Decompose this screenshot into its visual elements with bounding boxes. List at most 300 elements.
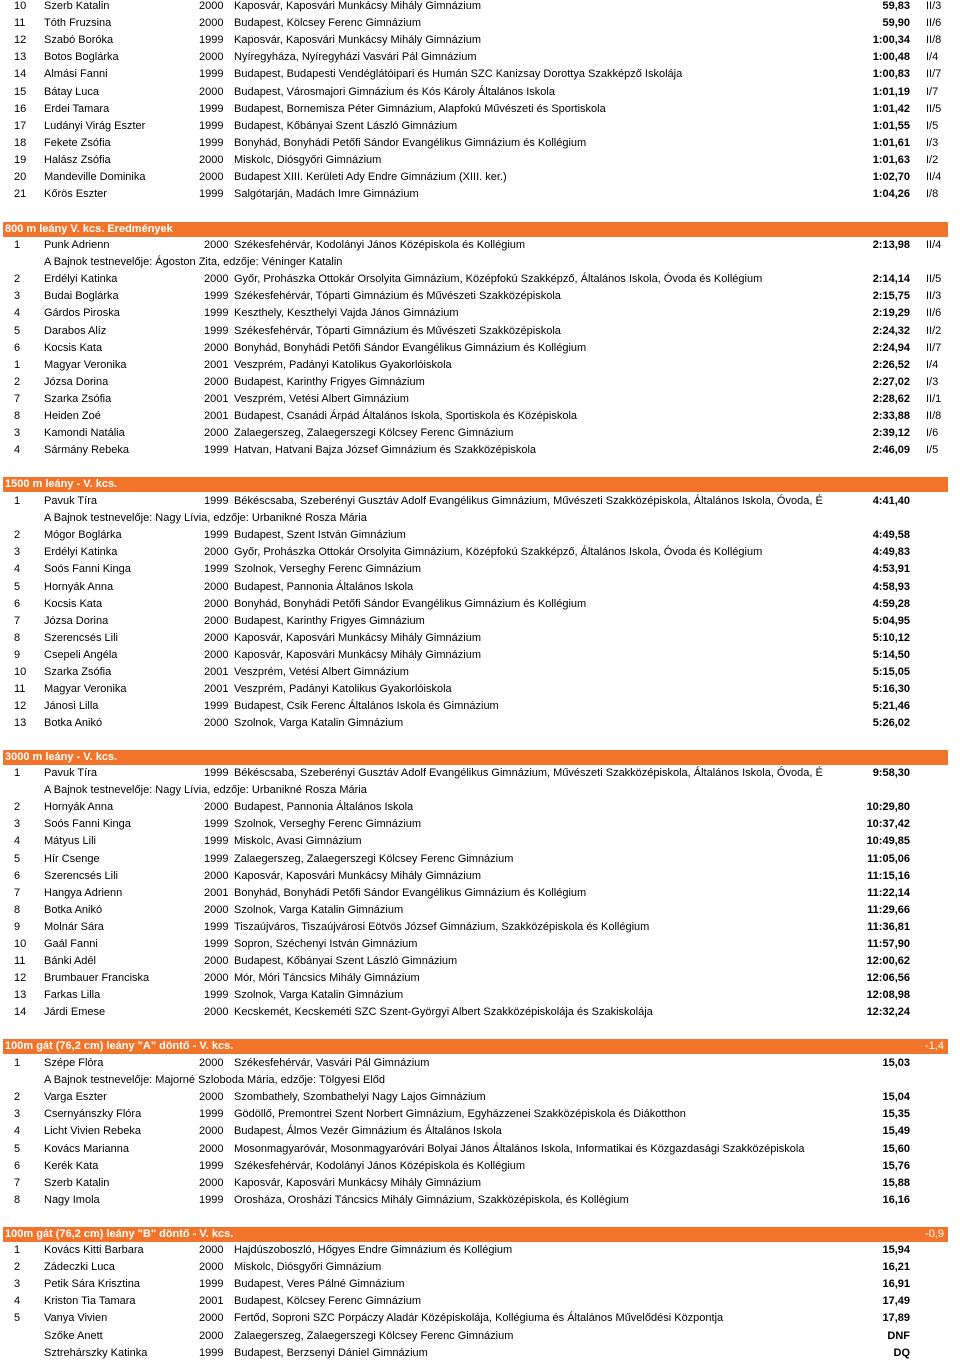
result-cell: 11:57,90 xyxy=(867,938,910,950)
coach-note: A Bajnok testnevelője: Nagy Lívia, edzője: Urbanikné Rosza Mária xyxy=(44,512,367,525)
school-cell: Budapest, Pannonia Általános Iskola xyxy=(234,580,414,593)
result-cell: 2:24,32 xyxy=(872,324,910,337)
class-cell: I/5 xyxy=(926,119,939,132)
result-cell: 11:22,14 xyxy=(867,886,910,899)
birth-year-cell: 1999 xyxy=(204,818,229,831)
place-cell: 6 xyxy=(14,341,21,354)
birth-year-cell: 2000 xyxy=(204,427,229,440)
school-cell: Budapest, Kölcsey Ferenc Gimnázium xyxy=(234,1295,422,1308)
birth-year-cell: 1999 xyxy=(199,102,224,115)
school-cell: Kaposvár, Kaposvári Munkácsy Mihály Gimnázium xyxy=(234,1176,481,1189)
name-cell: Zádeczki Luca xyxy=(44,1261,115,1274)
name-cell: Kamondi Natália xyxy=(44,427,125,440)
birth-year-cell: 2000 xyxy=(199,171,224,183)
name-cell: Gaál Fanni xyxy=(44,938,98,950)
result-row xyxy=(0,1141,960,1158)
place-cell: 4 xyxy=(14,1125,21,1138)
place-cell: 3 xyxy=(14,1108,21,1121)
school-cell: Székesfehérvár, Kodolányi János Középiskola és Kollégium xyxy=(234,1159,526,1172)
place-cell: 1 xyxy=(14,1244,21,1256)
birth-year-cell: 2001 xyxy=(204,683,229,696)
name-cell: Kocsis Kata xyxy=(44,341,103,354)
class-cell: II/7 xyxy=(926,341,942,354)
birth-year-cell: 2000 xyxy=(204,580,229,593)
class-cell: II/8 xyxy=(926,410,942,422)
name-cell: Mógor Boglárka xyxy=(44,529,122,542)
result-row xyxy=(0,851,960,868)
name-cell: Hornyák Anna xyxy=(44,580,114,593)
birth-year-cell: 2000 xyxy=(204,375,229,388)
result-cell: 1:04,26 xyxy=(872,188,910,201)
birth-year-cell: 1999 xyxy=(204,767,229,779)
birth-year-cell: 2000 xyxy=(204,955,229,968)
birth-year-cell: 2001 xyxy=(204,392,229,405)
school-cell: Kaposvár, Kaposvári Munkácsy Mihály Gimnázium xyxy=(234,869,481,882)
result-row xyxy=(0,305,960,322)
name-cell: Magyar Veronika xyxy=(44,683,127,696)
result-row xyxy=(0,169,960,186)
place-cell: 2 xyxy=(14,273,21,286)
name-cell: Mátyus Lili xyxy=(44,835,96,848)
result-row xyxy=(0,374,960,391)
result-row xyxy=(0,987,960,1004)
birth-year-cell: 1999 xyxy=(199,34,224,47)
school-cell: Győr, Prohászka Ottokár Orsolyita Gimnázium, Középfokú Szakképző, Általános Iskola, Óvoda és Kollégium xyxy=(234,273,763,286)
name-cell: Kovács Marianna xyxy=(44,1142,129,1155)
birth-year-cell: 2000 xyxy=(204,903,229,916)
school-cell: Győr, Prohászka Ottokár Orsolyita Gimnázium, Középfokú Szakképző, Általános Iskola, Óvoda és Kollégium xyxy=(234,546,763,559)
name-cell: Szerb Katalin xyxy=(44,0,110,12)
school-cell: Budapest, Pannonia Általános Iskola xyxy=(234,801,414,814)
place-cell: 12 xyxy=(14,972,27,985)
result-cell: 1:01,19 xyxy=(872,85,910,98)
result-row xyxy=(0,1158,960,1175)
name-cell: Petik Sára Krisztina xyxy=(44,1278,140,1291)
place-cell: 2 xyxy=(14,801,21,814)
result-cell: 59,90 xyxy=(882,17,910,30)
name-cell: Punk Adrienn xyxy=(44,239,110,251)
class-cell: I/4 xyxy=(926,358,939,371)
name-cell: Botka Anikó xyxy=(44,717,103,730)
birth-year-cell: 2000 xyxy=(204,239,229,251)
place-cell: 8 xyxy=(14,410,21,422)
section-header xyxy=(3,1039,948,1054)
section-header xyxy=(3,477,948,492)
name-cell: Kovács Kitti Barbara xyxy=(44,1244,144,1256)
place-cell: 21 xyxy=(14,188,27,201)
result-row xyxy=(0,425,960,442)
birth-year-cell: 1999 xyxy=(199,1108,224,1121)
school-cell: Fertőd, Soproni SZC Porpáczy Aladár Középiskolája, Kollégiuma és Általános Művelődési Központja xyxy=(234,1312,724,1325)
place-cell: 11 xyxy=(14,955,26,968)
name-cell: Varga Eszter xyxy=(44,1091,107,1104)
result-row xyxy=(0,0,960,15)
birth-year-cell: 1999 xyxy=(199,1159,224,1172)
birth-year-cell: 2001 xyxy=(204,410,229,422)
school-cell: Budapest, Bornemisza Péter Gimnázium, Alapfokú Művészeti és Sportiskola xyxy=(234,102,606,115)
result-row xyxy=(0,271,960,288)
result-row xyxy=(0,101,960,118)
result-cell: 11:15,16 xyxy=(867,869,910,882)
result-row xyxy=(0,1089,960,1106)
result-cell: 1:00,83 xyxy=(872,68,910,81)
coach-note: A Bajnok testnevelője: Ágoston Zita, edzője: Véninger Katalin xyxy=(44,256,343,269)
birth-year-cell: 1999 xyxy=(204,989,229,1002)
result-cell: 4:49,58 xyxy=(872,529,910,542)
name-cell: Darabos Alíz xyxy=(44,324,107,337)
birth-year-cell: 2000 xyxy=(204,648,229,661)
section-title: 3000 m leány - V. kcs. xyxy=(5,751,118,763)
school-cell: Szombathely, Szombathelyi Nagy Lajos Gimnázium xyxy=(234,1091,486,1104)
result-row xyxy=(0,833,960,850)
result-cell: 15,04 xyxy=(882,1091,910,1104)
place-cell: 6 xyxy=(14,597,21,610)
school-cell: Bonyhád, Bonyhádi Petőfi Sándor Evangélikus Gimnázium és Kollégium xyxy=(234,136,587,149)
name-cell: Brumbauer Franciska xyxy=(44,972,150,985)
name-cell: Budai Boglárka xyxy=(44,290,119,303)
result-cell: 15,35 xyxy=(882,1108,910,1121)
school-cell: Sopron, Széchenyi István Gimnázium xyxy=(234,938,418,950)
place-cell: 3 xyxy=(14,818,21,831)
birth-year-cell: 1999 xyxy=(199,1278,224,1291)
result-row xyxy=(0,186,960,203)
name-cell: Szerencsés Lili xyxy=(44,869,118,882)
birth-year-cell: 1999 xyxy=(204,835,229,848)
name-cell: Heiden Zoé xyxy=(44,410,101,422)
result-cell: 5:16,30 xyxy=(872,683,910,696)
result-row xyxy=(0,152,960,169)
place-cell: 11 xyxy=(14,683,26,696)
name-cell: Soós Fanni Kinga xyxy=(44,563,131,576)
birth-year-cell: 2000 xyxy=(199,1125,224,1138)
name-cell: Botos Boglárka xyxy=(44,51,119,64)
school-cell: Szolnok, Varga Katalin Gimnázium xyxy=(234,903,404,916)
school-cell: Miskolc, Avasi Gimnázium xyxy=(234,835,362,848)
name-cell: Hangya Adrienn xyxy=(44,886,123,899)
result-cell: DQ xyxy=(893,1346,910,1359)
school-cell: Budapest, Csik Ferenc Általános Iskola és Gimnázium xyxy=(234,700,499,713)
birth-year-cell: 2000 xyxy=(204,341,229,354)
result-row xyxy=(0,15,960,32)
name-cell: Szőke Anett xyxy=(44,1329,103,1342)
birth-year-cell: 2000 xyxy=(204,273,229,286)
result-row xyxy=(0,1345,960,1362)
birth-year-cell: 2001 xyxy=(199,1295,224,1308)
school-cell: Kaposvár, Kaposvári Munkácsy Mihály Gimnázium xyxy=(234,0,481,12)
class-cell: II/6 xyxy=(926,17,942,30)
result-cell: 1:01,61 xyxy=(872,136,910,149)
result-cell: 11:05,06 xyxy=(867,852,910,865)
result-row xyxy=(0,1175,960,1192)
result-cell: 10:49,85 xyxy=(866,835,910,848)
result-cell: 2:13,98 xyxy=(872,239,910,251)
result-cell: 11:29,66 xyxy=(867,903,910,916)
place-cell: 3 xyxy=(14,546,21,559)
result-row xyxy=(0,630,960,647)
birth-year-cell: 2001 xyxy=(204,358,229,371)
name-cell: Szerencsés Lili xyxy=(44,631,118,644)
school-cell: Budapest, Veres Pálné Gimnázium xyxy=(234,1278,405,1291)
name-cell: Pavuk Tíra xyxy=(44,767,97,779)
result-row xyxy=(0,118,960,135)
name-cell: Hornyák Anna xyxy=(44,801,114,814)
result-cell: 17,89 xyxy=(882,1312,910,1325)
class-cell: I/6 xyxy=(926,427,939,440)
result-cell: 10:29,80 xyxy=(866,801,910,814)
result-cell: 4:49,83 xyxy=(872,546,910,559)
name-cell: Licht Vivien Rebeka xyxy=(44,1125,142,1138)
result-row xyxy=(0,1293,960,1310)
birth-year-cell: 2000 xyxy=(199,1329,224,1342)
place-cell: 19 xyxy=(14,153,27,166)
school-cell: Bonyhád, Bonyhádi Petőfi Sándor Evangélikus Gimnázium és Kollégium xyxy=(234,886,587,899)
name-cell: Erdélyi Katinka xyxy=(44,273,118,286)
result-row xyxy=(0,816,960,833)
result-row xyxy=(0,527,960,544)
result-cell: 5:26,02 xyxy=(872,717,910,730)
place-cell: 6 xyxy=(14,869,21,882)
birth-year-cell: 1999 xyxy=(199,1193,224,1206)
birth-year-cell: 1999 xyxy=(204,700,229,713)
result-row xyxy=(0,493,960,510)
place-cell: 1 xyxy=(14,767,21,779)
result-row xyxy=(0,237,960,254)
name-cell: Erdélyi Katinka xyxy=(44,546,118,559)
school-cell: Budapest XIII. Kerületi Ady Endre Gimnázium (XIII. ker.) xyxy=(234,171,507,183)
result-cell: 5:21,46 xyxy=(872,700,910,713)
name-cell: Magyar Veronika xyxy=(44,358,127,371)
birth-year-cell: 2000 xyxy=(204,1006,229,1019)
birth-year-cell: 2000 xyxy=(199,85,224,98)
result-row xyxy=(0,1276,960,1293)
name-cell: Molnár Sára xyxy=(44,920,104,933)
name-cell: Józsa Dorina xyxy=(44,614,109,627)
section-title: 100m gát (76,2 cm) leány "A" döntő - V. kcs. xyxy=(5,1040,234,1052)
school-cell: Zalaegerszeg, Zalaegerszegi Kölcsey Ferenc Gimnázium xyxy=(234,427,514,440)
school-cell: Kecskemét, Kecskeméti SZC Szent-Györgyi Albert Szakközépiskolája és Szakiskolája xyxy=(234,1006,653,1019)
result-row xyxy=(0,1242,960,1259)
birth-year-cell: 1999 xyxy=(199,188,224,201)
name-cell: Bánki Adél xyxy=(44,955,96,968)
result-cell: 12:00,62 xyxy=(866,955,910,968)
result-cell: 11:36,81 xyxy=(867,920,910,933)
birth-year-cell: 2000 xyxy=(199,1091,224,1104)
birth-year-cell: 2000 xyxy=(199,1142,224,1155)
place-cell: 10 xyxy=(14,938,27,950)
section-title: 1500 m leány - V. kcs. xyxy=(5,478,118,490)
place-cell: 7 xyxy=(14,392,21,405)
birth-year-cell: 2000 xyxy=(204,614,229,627)
name-cell: Botka Anikó xyxy=(44,903,103,916)
result-cell: 12:32,24 xyxy=(866,1006,910,1019)
result-row xyxy=(0,919,960,936)
place-cell: 13 xyxy=(14,717,27,730)
school-cell: Bonyhád, Bonyhádi Petőfi Sándor Evangélikus Gimnázium és Kollégium xyxy=(234,341,587,354)
place-cell: 13 xyxy=(14,989,27,1002)
birth-year-cell: 2000 xyxy=(199,1244,224,1256)
place-cell: 15 xyxy=(14,85,27,98)
school-cell: Budapest, Kőbányai Szent László Gimnázium xyxy=(234,119,458,132)
place-cell: 18 xyxy=(14,136,27,149)
result-cell: 12:06,56 xyxy=(866,972,910,985)
result-row xyxy=(0,66,960,83)
coach-note: A Bajnok testnevelője: Majorné Szloboda Mária, edzője: Tölgyesi Előd xyxy=(44,1074,385,1087)
result-cell: 15,76 xyxy=(882,1159,910,1172)
school-cell: Budapest, Kölcsey Ferenc Gimnázium xyxy=(234,17,422,30)
school-cell: Veszprém, Vetési Albert Gimnázium xyxy=(234,666,409,678)
name-cell: Nagy Imola xyxy=(44,1193,100,1206)
class-cell: I/8 xyxy=(926,188,939,201)
name-cell: Sármány Rebeka xyxy=(44,444,129,457)
school-cell: Békéscsaba, Szeberényi Gusztáv Adolf Evangélikus Gimnázium, Művészeti Szakközépiskola, Általános Iskola, Óvoda, É xyxy=(234,767,823,779)
result-row xyxy=(0,442,960,459)
school-cell: Budapest, Kőbányai Szent László Gimnázium xyxy=(234,955,458,968)
result-row xyxy=(0,799,960,816)
result-cell: 5:15,05 xyxy=(872,666,910,678)
place-cell: 4 xyxy=(14,563,21,576)
name-cell: Hír Csenge xyxy=(44,852,100,865)
place-cell: 5 xyxy=(14,580,21,593)
school-cell: Szolnok, Verseghy Ferenc Gimnázium xyxy=(234,563,422,576)
result-cell: 2:19,29 xyxy=(872,307,910,320)
result-cell: 2:46,09 xyxy=(872,444,910,457)
place-cell: 7 xyxy=(14,886,21,899)
birth-year-cell: 2000 xyxy=(199,17,224,30)
result-row xyxy=(0,340,960,357)
school-cell: Szolnok, Varga Katalin Gimnázium xyxy=(234,989,404,1002)
result-row xyxy=(0,953,960,970)
name-cell: Pavuk Tíra xyxy=(44,495,97,507)
name-cell: Járdi Emese xyxy=(44,1006,106,1019)
class-cell: I/3 xyxy=(926,136,939,149)
result-row xyxy=(0,698,960,715)
class-cell: I/3 xyxy=(926,375,939,388)
result-cell: 16,91 xyxy=(882,1278,910,1291)
name-cell: Halász Zsófia xyxy=(44,153,111,166)
school-cell: Miskolc, Diósgyőri Gimnázium xyxy=(234,1261,382,1274)
class-cell: II/3 xyxy=(926,0,942,12)
name-cell: Gárdos Piroska xyxy=(44,307,120,320)
result-cell: 4:53,91 xyxy=(872,563,910,576)
birth-year-cell: 1999 xyxy=(204,920,229,933)
school-cell: Mór, Móri Táncsics Mihály Gimnázium xyxy=(234,972,420,985)
birth-year-cell: 1999 xyxy=(204,563,229,576)
place-cell: 9 xyxy=(14,920,21,933)
school-cell: Budapest, Berzsenyi Dániel Gimnázium xyxy=(234,1346,428,1359)
result-row xyxy=(0,664,960,681)
place-cell: 1 xyxy=(14,239,21,251)
place-cell: 3 xyxy=(14,1278,21,1291)
school-cell: Veszprém, Vetési Albert Gimnázium xyxy=(234,392,409,405)
result-row xyxy=(0,715,960,732)
place-cell: 16 xyxy=(14,102,27,115)
birth-year-cell: 2000 xyxy=(199,0,224,12)
birth-year-cell: 1999 xyxy=(204,529,229,542)
result-row xyxy=(0,902,960,919)
result-cell: 1:01,63 xyxy=(872,153,910,166)
name-cell: Józsa Dorina xyxy=(44,375,109,388)
name-cell: Bátay Luca xyxy=(44,85,100,98)
place-cell: 4 xyxy=(14,1295,21,1308)
section-header xyxy=(3,222,948,237)
birth-year-cell: 2000 xyxy=(204,597,229,610)
wind-value: -1,4 xyxy=(925,1040,944,1052)
class-cell: I/4 xyxy=(926,51,939,64)
result-row xyxy=(0,1123,960,1140)
birth-year-cell: 2000 xyxy=(199,1057,224,1069)
result-cell: 1:00,34 xyxy=(872,34,910,47)
result-row xyxy=(0,1055,960,1072)
place-cell: 2 xyxy=(14,375,21,388)
name-cell: Soós Fanni Kinga xyxy=(44,818,131,831)
school-cell: Kaposvár, Kaposvári Munkácsy Mihály Gimnázium xyxy=(234,631,481,644)
result-cell: 9:58,30 xyxy=(872,767,910,779)
result-cell: 5:14,50 xyxy=(872,648,910,661)
result-row xyxy=(0,936,960,953)
place-cell: 5 xyxy=(14,1142,21,1155)
name-cell: Almási Fanni xyxy=(44,68,108,81)
result-cell: 2:24,94 xyxy=(872,341,910,354)
place-cell: 20 xyxy=(14,171,27,183)
result-cell: DNF xyxy=(887,1329,910,1342)
result-cell: 2:15,75 xyxy=(872,290,910,303)
place-cell: 17 xyxy=(14,119,27,132)
birth-year-cell: 1999 xyxy=(199,1346,224,1359)
school-cell: Székesfehérvár, Vasvári Pál Gimnázium xyxy=(234,1057,430,1069)
place-cell: 1 xyxy=(14,358,21,371)
birth-year-cell: 2000 xyxy=(199,1176,224,1189)
class-cell: I/2 xyxy=(926,153,939,166)
result-cell: 1:01,42 xyxy=(872,102,910,115)
result-row xyxy=(0,323,960,340)
class-cell: II/1 xyxy=(926,392,942,405)
birth-year-cell: 1999 xyxy=(204,290,229,303)
school-cell: Hatvan, Hatvani Bajza József Gimnázium és Szakközépiskola xyxy=(234,444,537,457)
result-row xyxy=(0,885,960,902)
place-cell: 9 xyxy=(14,648,21,661)
birth-year-cell: 1999 xyxy=(204,495,229,507)
birth-year-cell: 2000 xyxy=(204,717,229,730)
class-cell: II/3 xyxy=(926,290,942,303)
result-cell: 15,88 xyxy=(882,1176,910,1189)
result-cell: 15,60 xyxy=(882,1142,910,1155)
birth-year-cell: 1999 xyxy=(199,68,224,81)
class-cell: II/2 xyxy=(926,324,942,337)
name-cell: Jánosi Lilla xyxy=(44,700,99,713)
name-cell: Kőrös Eszter xyxy=(44,188,107,201)
name-cell: Erdei Tamara xyxy=(44,102,110,115)
result-row xyxy=(0,135,960,152)
school-cell: Budapest, Budapesti Vendéglátóipari és Humán SZC Kanizsay Dorottya Szakképző Iskolája xyxy=(234,68,683,81)
place-cell: 7 xyxy=(14,614,21,627)
school-cell: Budapest, Karinthy Frigyes Gimnázium xyxy=(234,614,425,627)
place-cell: 3 xyxy=(14,427,21,440)
place-cell: 4 xyxy=(14,835,21,848)
result-row xyxy=(0,647,960,664)
place-cell: 8 xyxy=(14,631,21,644)
school-cell: Orosháza, Orosházi Táncsics Mihály Gimnázium, Szakközépiskola, és Kollégium xyxy=(234,1193,629,1206)
result-row xyxy=(0,1259,960,1276)
school-cell: Veszprém, Padányi Katolikus Gyakorlóiskola xyxy=(234,683,452,696)
place-cell: 12 xyxy=(14,34,27,47)
place-cell: 1 xyxy=(14,1057,21,1069)
result-row xyxy=(0,681,960,698)
name-cell: Kerék Kata xyxy=(44,1159,99,1172)
result-cell: 4:58,93 xyxy=(872,580,910,593)
place-cell: 2 xyxy=(14,529,21,542)
class-cell: II/8 xyxy=(926,34,942,47)
class-cell: I/7 xyxy=(926,85,939,98)
